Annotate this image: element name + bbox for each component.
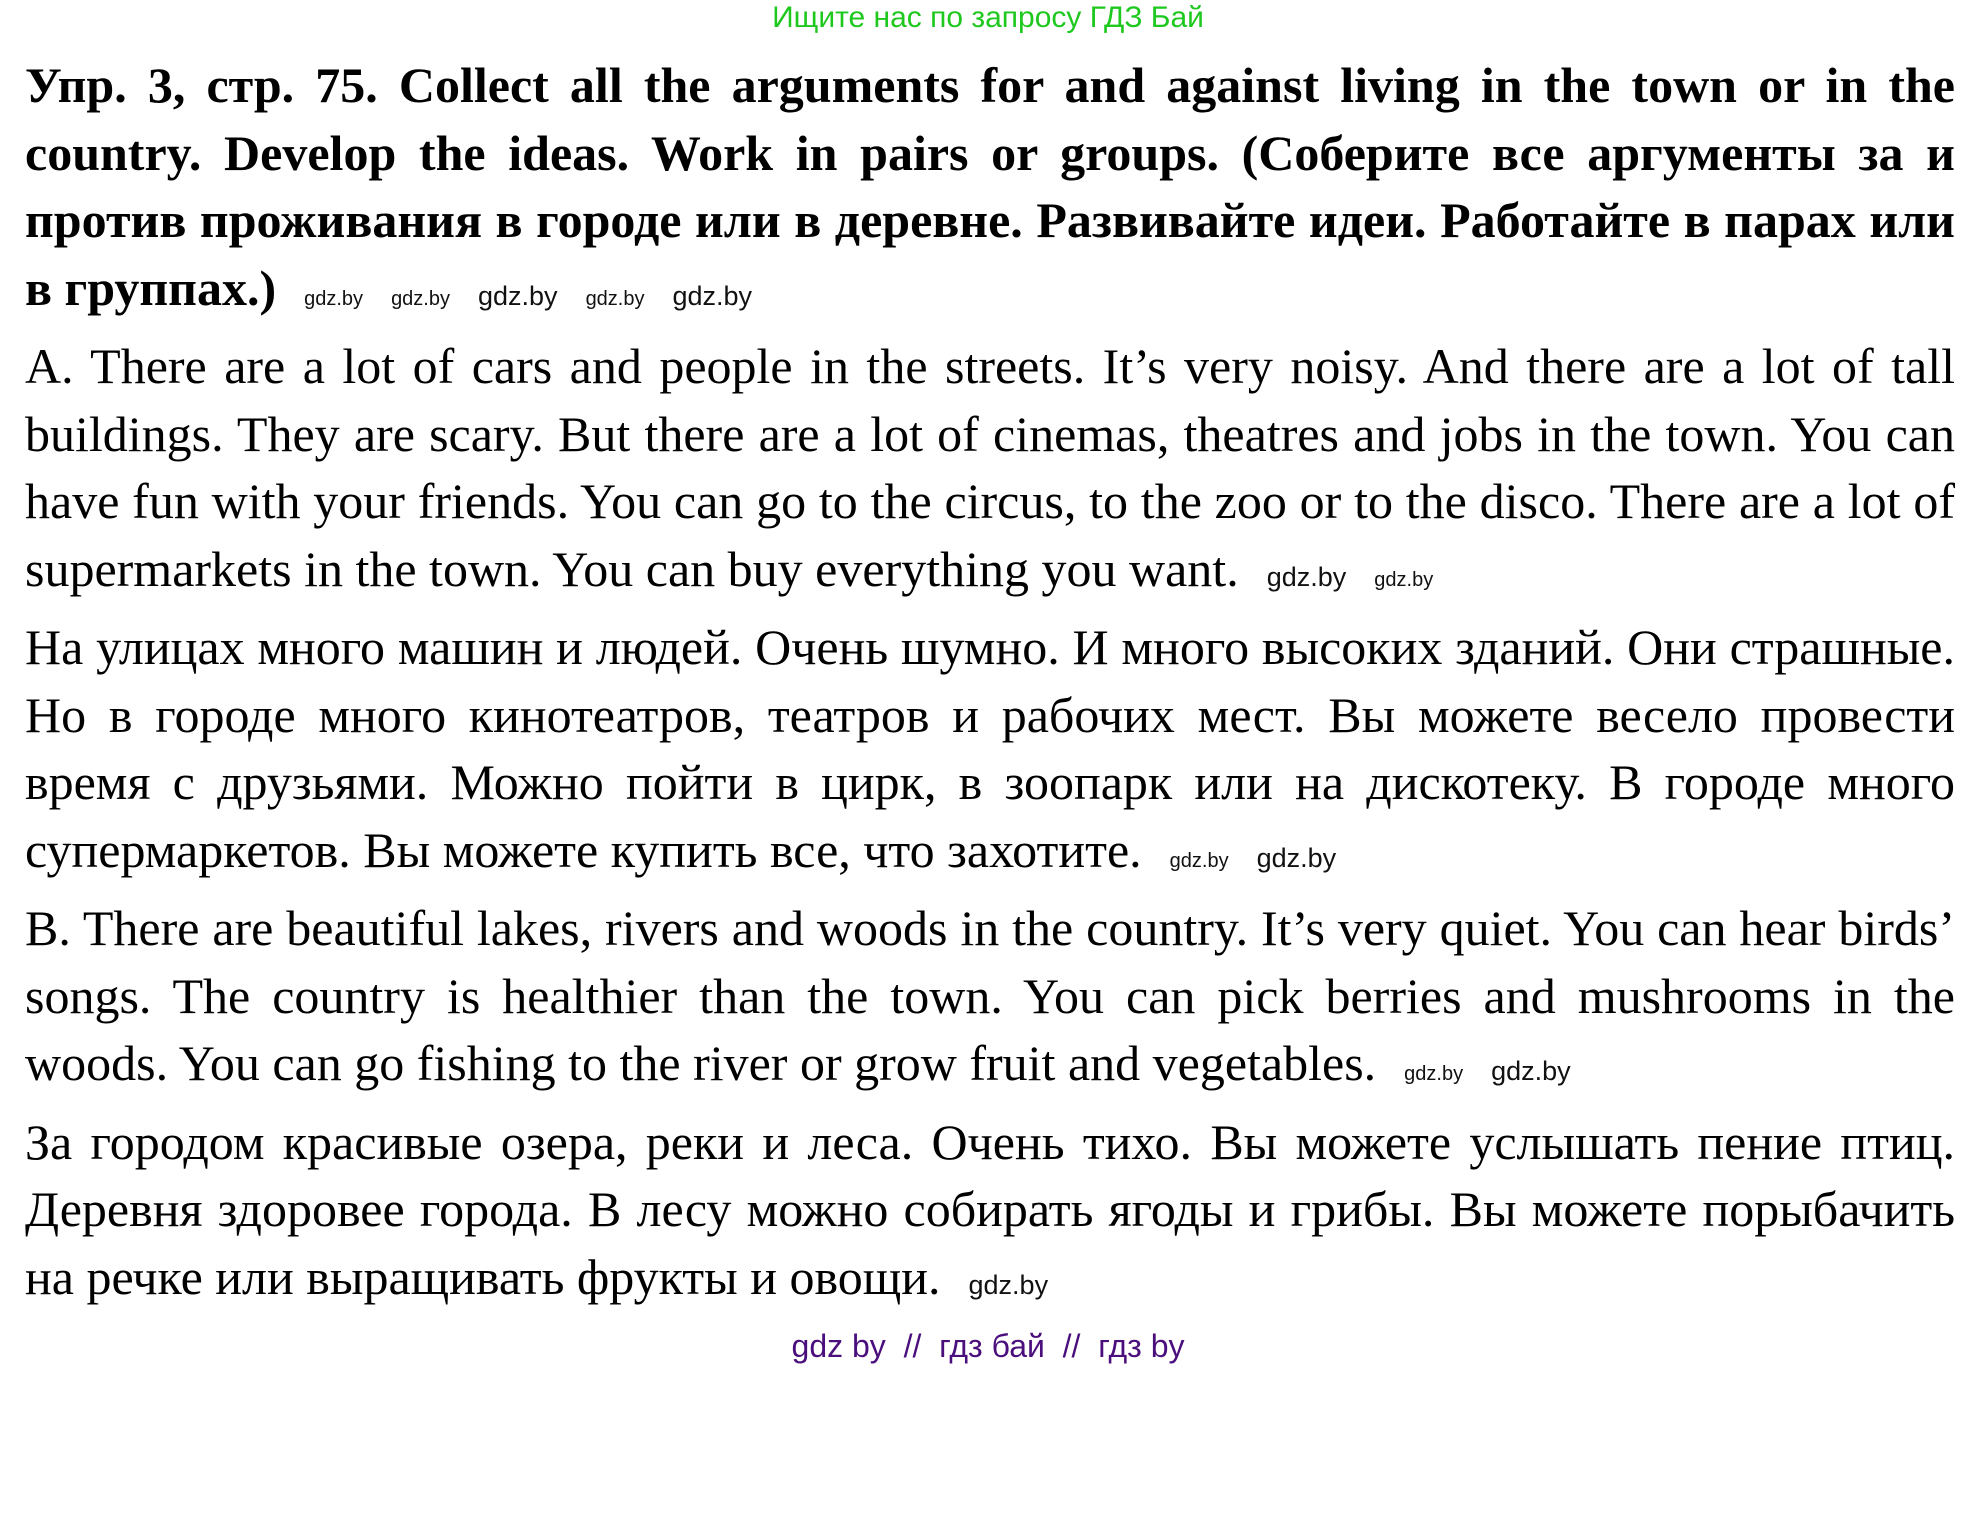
watermark: gdz.by bbox=[391, 287, 450, 310]
paragraph-b-russian: За городом красивые озера, реки и леса. Очень тихо. Вы можете услышать пение птиц. Деревня здоровее города. В лесу можно собирать ягоды и грибы. Вы можете порыбачить на речке или выращивать фрукты и овощи. bbox=[25, 1113, 1955, 1305]
search-banner: Ищите нас по запросу ГДЗ Бай bbox=[772, 1, 1204, 34]
watermark: gdz.by bbox=[1169, 849, 1229, 872]
watermark: gdz.by bbox=[672, 280, 753, 311]
watermark: gdz.by bbox=[1256, 842, 1337, 873]
watermark: gdz.by bbox=[968, 1269, 1049, 1300]
watermark: gdz.by bbox=[1266, 561, 1347, 592]
paragraph-a-english: A. There are a lot of cars and people in the streets. It’s very noisy. And there are a lot of tall buildings. They are scary. But there are a lot of cinemas, theatres and jobs in the town. You can have fun with your friends. You can go to the circus, to the zoo or to the disco. There are a lot of supermarkets in the town. You can buy everything you want. bbox=[25, 338, 1955, 597]
exercise-content bbox=[25, 52, 1955, 1319]
paragraph-a-russian: На улицах много машин и людей. Очень шумно. И много высоких зданий. Они страшные. Но в городе много кинотеатров, театров и рабочих мест. Вы можете весело провести время с друзьями. Можно пойти в цирк, в зоопарк или на дискотеку. В городе много супермаркетов. Вы можете купить все, что захотите. bbox=[25, 619, 1955, 878]
watermark: gdz.by bbox=[1374, 568, 1434, 591]
watermark: gdz.by bbox=[585, 287, 645, 310]
paragraph-a-english-block bbox=[25, 333, 1955, 614]
paragraph-b-english: B. There are beautiful lakes, rivers and woods in the country. It’s very quiet. You can hear birds’ songs. The country is healthier than the town. You can pick berries and mushrooms in the woods. You can go fishing to the river or grow fruit and vegetables. bbox=[25, 900, 1955, 1091]
exercise-title-block bbox=[25, 52, 1955, 333]
footer-links: gdz by // гдз бай // гдз by bbox=[791, 1328, 1185, 1364]
watermark: gdz.by bbox=[1404, 1063, 1464, 1085]
watermark: gdz.by bbox=[478, 280, 558, 311]
watermark: gdz.by bbox=[304, 287, 364, 310]
paragraph-a-russian-block bbox=[25, 614, 1955, 895]
paragraph-b-english-block bbox=[25, 895, 1955, 1109]
exercise-title: Упр. 3, стр. 75. Collect all the arguments for and against living in the town or in the country. Develop the ideas. Work in pairs or groups. (Соберите все аргументы за и против проживания в городе или в деревне. Развивайте идеи. Работайте в парах или в группах.) bbox=[25, 57, 1955, 316]
watermark: gdz.by bbox=[1491, 1056, 1571, 1086]
paragraph-b-russian-block bbox=[25, 1109, 1955, 1320]
